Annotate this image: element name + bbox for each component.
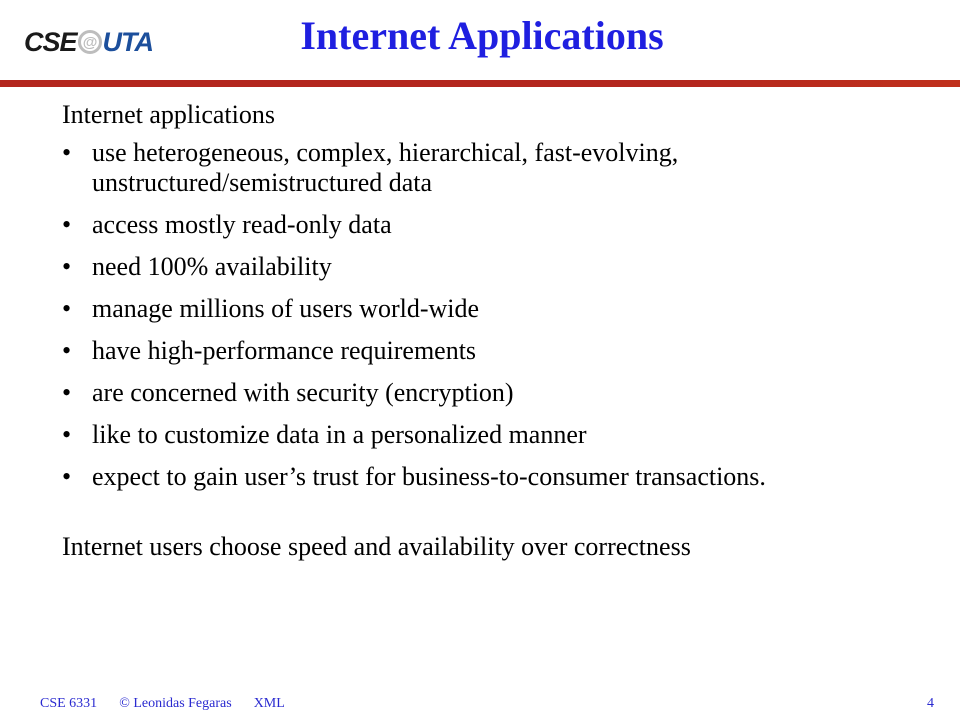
bullet-text: have high-performance requirements — [92, 336, 477, 365]
bullet-icon: • — [62, 420, 72, 449]
footer-author: © Leonidas Fegaras — [119, 696, 232, 711]
logo-at-icon: @ — [78, 30, 102, 54]
bullet-icon: • — [62, 462, 72, 491]
bullet-item — [62, 252, 922, 282]
bullet-item — [62, 378, 922, 408]
intro-text: Internet applications — [62, 100, 275, 129]
closing-statement: Internet users choose speed and availability over correctness — [62, 532, 691, 561]
page-number: 4 — [927, 696, 934, 711]
bullet-icon: • — [62, 336, 72, 365]
footer-course: CSE 6331 — [40, 696, 98, 711]
bullet-item — [62, 294, 922, 324]
bullet-icon: • — [62, 138, 72, 167]
bullet-text: like to customize data in a personalized manner — [92, 420, 587, 449]
slide-body — [62, 100, 922, 562]
bullet-item — [62, 420, 922, 450]
bullet-item — [62, 462, 922, 492]
footer-topic: XML — [253, 696, 285, 711]
bullet-list — [62, 138, 922, 492]
bullet-icon: • — [62, 294, 72, 323]
bullet-item — [62, 210, 922, 240]
logo-cse-text: CSE — [24, 26, 77, 57]
bullet-item — [62, 138, 922, 198]
slide-title: Internet Applications — [300, 13, 664, 58]
bullet-icon: • — [62, 210, 72, 239]
bullet-text: use heterogeneous, complex, hierarchical, fast-evolving, unstructured/semistructured data — [92, 138, 679, 197]
slide-footer — [40, 696, 285, 712]
bullet-icon: • — [62, 252, 72, 281]
bullet-text: need 100% availability — [92, 252, 332, 281]
bullet-text: access mostly read-only data — [92, 210, 392, 239]
bullet-icon: • — [62, 378, 72, 407]
bullet-text: are concerned with security (encryption) — [92, 378, 514, 407]
title-divider — [0, 80, 960, 87]
logo-uta-text: UTA — [102, 26, 154, 57]
bullet-text: manage millions of users world-wide — [92, 294, 480, 323]
bullet-item — [62, 336, 922, 366]
bullet-text: expect to gain user’s trust for business-to-consumer transactions. — [92, 462, 766, 491]
